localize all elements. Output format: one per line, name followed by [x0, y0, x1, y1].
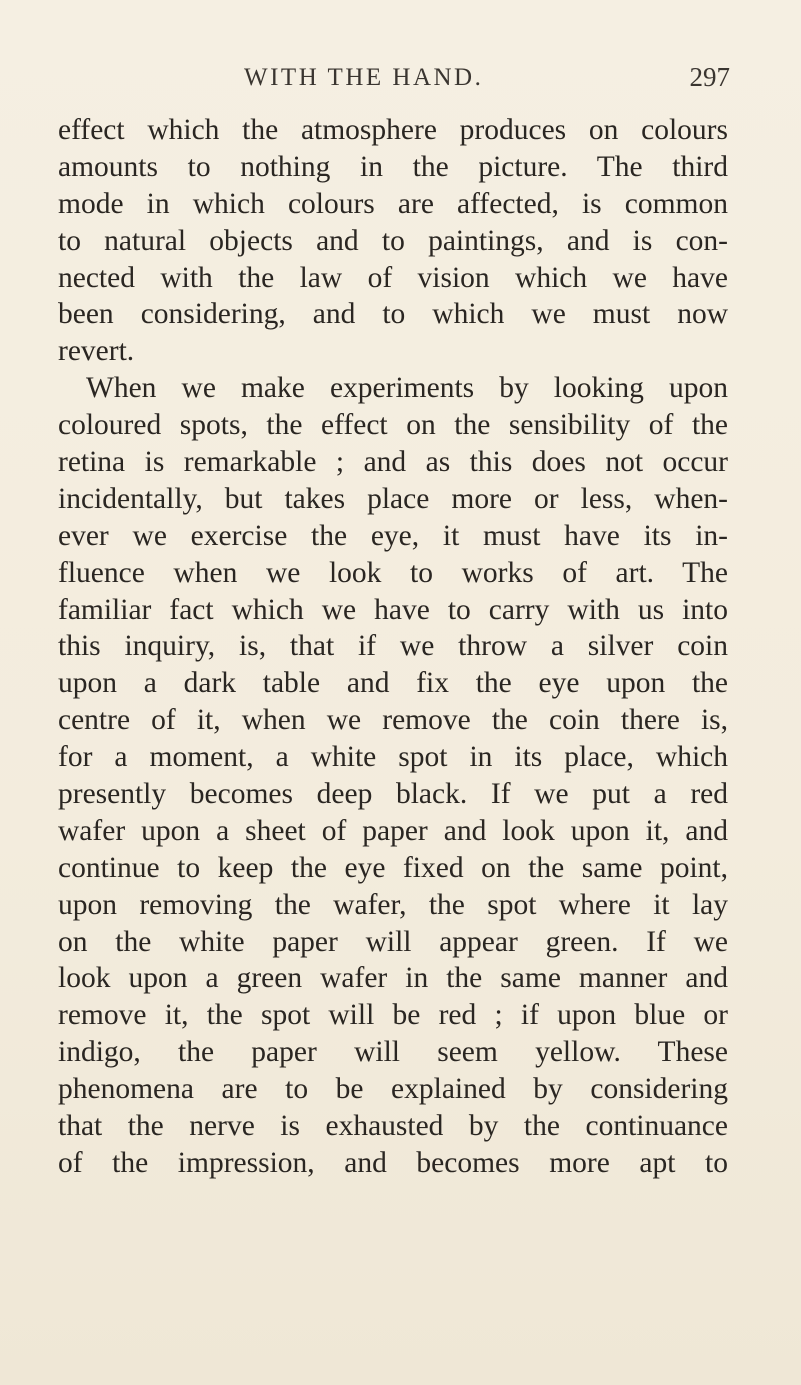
text-line: mode in which colours are affected, is common — [58, 187, 728, 220]
text-line: familiar fact which we have to carry with us into — [58, 593, 728, 626]
text-line: remove it, the spot will be red ; if upon blue or — [58, 999, 728, 1032]
text-line: amounts to nothing in the picture. The third — [58, 150, 728, 183]
text-line: upon removing the wafer, the spot where it lay — [58, 888, 728, 921]
text-line: on the white paper will appear green. If we — [58, 925, 728, 958]
text-line: been considering, and to which we must now — [58, 298, 728, 331]
text-line: of the impression, and becomes more apt to — [58, 1146, 728, 1179]
text-line: continue to keep the eye fixed on the same point, — [58, 851, 728, 884]
text-line: effect which the atmosphere produces on colours — [58, 114, 728, 146]
text-line: for a moment, a white spot in its place, which — [58, 741, 728, 774]
text-line: centre of it, when we remove the coin there is, — [58, 704, 728, 737]
text-line: this inquiry, is, that if we throw a silver coin — [58, 630, 728, 663]
text-line: revert. — [58, 335, 135, 368]
text-line: incidentally, but takes place more or less, when- — [58, 482, 728, 515]
page-number: 297 — [689, 62, 730, 92]
text-line: presently becomes deep black. If we put a red — [58, 778, 728, 811]
text-line: phenomena are to be explained by considering — [58, 1073, 728, 1106]
text-line: nected with the law of vision which we have — [58, 261, 728, 294]
body-text — [58, 112, 728, 1182]
text-line: coloured spots, the effect on the sensibility of the — [58, 409, 728, 442]
text-line: to natural objects and to paintings, and is con- — [58, 224, 728, 257]
text-line: fluence when we look to works of art. The — [58, 556, 728, 589]
text-line: indigo, the paper will seem yellow. These — [58, 1036, 728, 1069]
text-line: look upon a green wafer in the same manner and — [58, 962, 728, 995]
text-line: retina is remarkable ; and as this does not occur — [58, 446, 728, 479]
text-line: that the nerve is exhausted by the continuance — [58, 1110, 728, 1143]
page-header — [60, 62, 730, 102]
text-line: upon a dark table and fix the eye upon the — [58, 667, 728, 700]
text-line: ever we exercise the eye, it must have its in- — [58, 519, 728, 552]
paragraph-start-line: When we make experiments by looking upon — [86, 372, 728, 405]
running-head: WITH THE HAND. — [244, 64, 484, 91]
text-line: wafer upon a sheet of paper and look upon it, and — [58, 814, 728, 847]
